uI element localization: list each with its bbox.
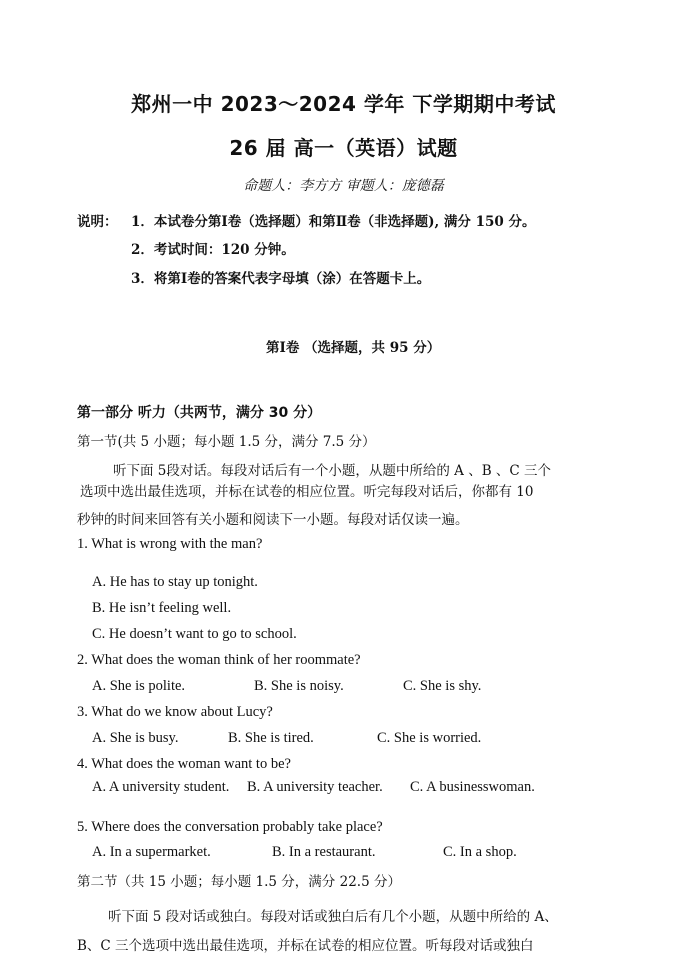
section2-title: 第二节（共 15 小题；每小题 1.5 分，满分 22.5 分） (77, 874, 401, 890)
authors-line: 命题人：李方方 审题人：庞德磊 (243, 178, 444, 194)
question-3-option-b: B. She is tired. (228, 730, 314, 746)
section2-instruction-line1: 听下面 5 段对话或独白。每段对话或独白后有几个小题，从题中所给的 A、 (108, 909, 558, 925)
exam-title: 郑州一中 2023～2024 学年 下学期期中考试 (131, 92, 556, 116)
volume-title: 第Ⅰ卷 （选择题，共 95 分） (266, 340, 441, 356)
question-2-option-a: A. She is polite. (92, 678, 186, 694)
part1-title: 第一部分 听力（共两节，满分 30 分） (77, 405, 322, 421)
question-3-stem: 3. What do we know about Lucy? (77, 704, 273, 720)
question-3-option-c: C. She is worried. (377, 730, 482, 746)
question-5-stem: 5. Where does the conversation probably take place? (77, 819, 383, 835)
question-1-option-c: C. He doesn’t want to go to school. (92, 626, 297, 642)
note-item-1: 1．本试卷分第Ⅰ卷（选择题）和第Ⅱ卷（非选择题), 满分 150 分。 (131, 214, 536, 230)
section1-instruction-line2: 选项中选出最佳选项，并标在试卷的相应位置。听完每段对话后，你都有 10 (80, 484, 534, 500)
section1-instruction-line3: 秒钟的时间来回答有关小题和阅读下一小题。每段对话仅读一遍。 (77, 512, 469, 528)
note-item-3: 3．将第Ⅰ卷的答案代表字母填（涂）在答题卡上。 (131, 271, 431, 287)
question-2-stem: 2. What does the woman think of her roommate? (77, 652, 361, 668)
question-1-option-b: B. He isn’t feeling well. (92, 600, 232, 616)
note-item-2: 2．考试时间：120 分钟。 (131, 242, 295, 258)
question-2-option-b: B. She is noisy. (254, 678, 344, 694)
question-1-stem: 1. What is wrong with the man? (77, 536, 263, 552)
question-4-stem: 4. What does the woman want to be? (77, 756, 291, 772)
question-1-option-a: A. He has to stay up tonight. (92, 574, 258, 590)
section1-instruction-line1: 听下面 5段对话。每段对话后有一个小题，从题中所给的 A 、B 、C 三个 (113, 463, 552, 479)
question-5-option-b: B. In a restaurant. (272, 844, 376, 860)
section1-title: 第一节(共 5 小题；每小题 1.5 分，满分 7.5 分） (77, 434, 376, 450)
section2-instruction-line2: B、C 三个选项中选出最佳选项，并标在试卷的相应位置。听每段对话或独白 (77, 938, 534, 954)
question-5-option-a: A. In a supermarket. (92, 844, 211, 860)
question-4-option-b: B. A university teacher. (247, 779, 383, 795)
question-3-option-a: A. She is busy. (92, 730, 179, 746)
question-4-option-c: C. A businesswoman. (410, 779, 535, 795)
question-4-option-a: A. A university student. (92, 779, 230, 795)
question-2-option-c: C. She is shy. (403, 678, 482, 694)
notes-label: 说明： (77, 214, 118, 230)
exam-subtitle: 26 届 高一（英语）试题 (229, 136, 458, 160)
question-5-option-c: C. In a shop. (443, 844, 517, 860)
